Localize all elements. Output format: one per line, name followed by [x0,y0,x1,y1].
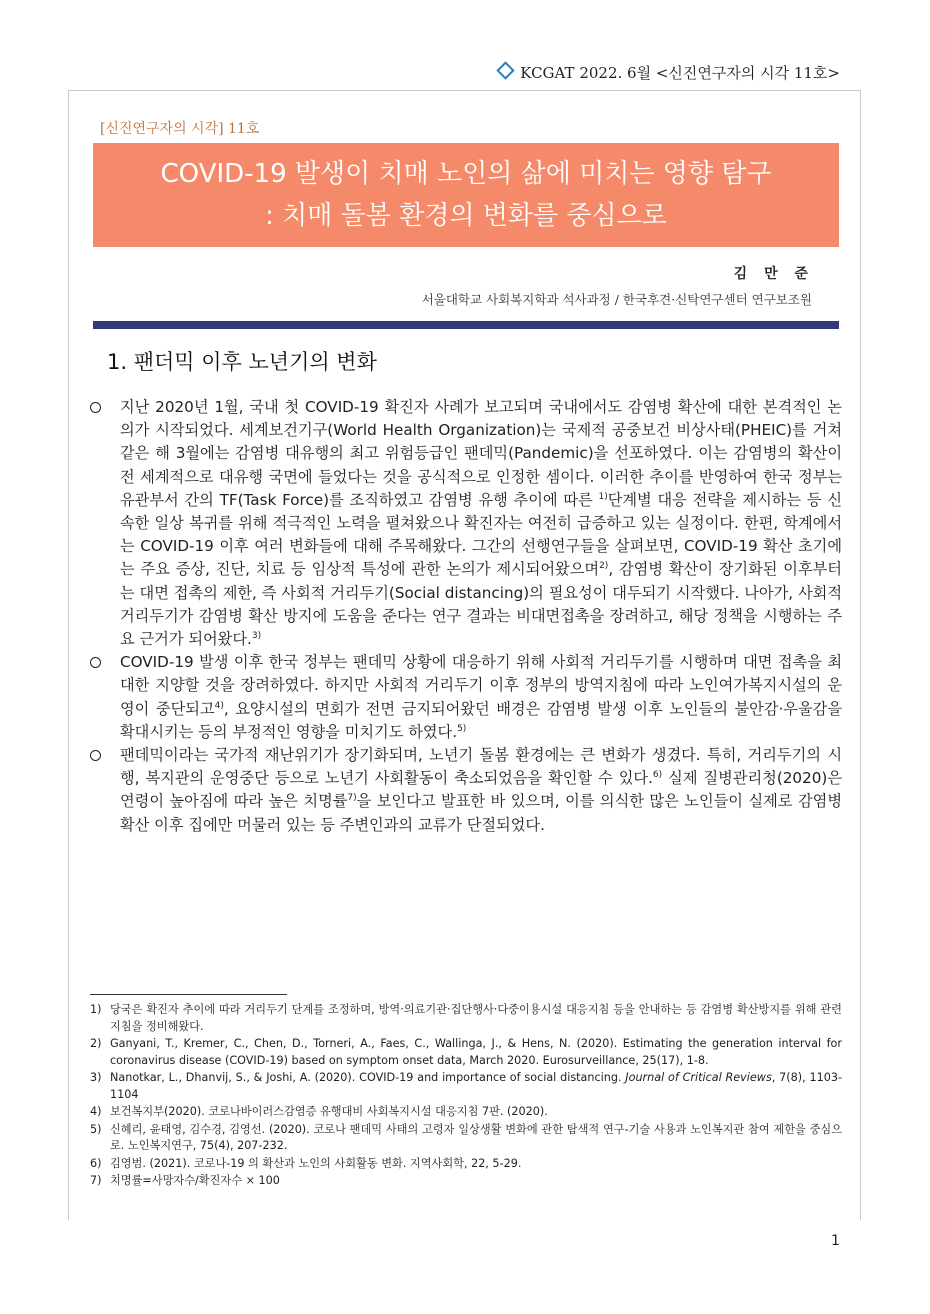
footnote-ref[interactable]: 4) [214,700,224,711]
footnote: 2) Ganyani, T., Kremer, C., Chen, D., Torneri, A., Faes, C., Wallinga, J., & Hens, N. (2020). Estimating the generation interval for coronavirus disease (COVID-19) based on symptom onset data, March 2020. Eurosurveillance, 25(17), 1-8. [90,1037,842,1067]
footnote: 3) Nanotkar, L., Dhanvij, S., & Joshi, A. (2020). COVID-19 and importance of social distancing. Journal of Critical Reviews, 7(8), 1103-1104 [90,1071,842,1101]
footnote: 5) 신혜리, 윤태영, 김수경, 김영선. (2020). 코로나 팬데믹 사태의 고령자 일상생활 변화에 관한 탐색적 연구-기술 사용과 노인복지관 참여 제한을 중심으로. 노인복지연구, 75(4), 207-232. [90,1122,842,1152]
title-line-2: : 치매 돌봄 환경의 변화를 중심으로 [265,201,667,231]
title-divider [93,321,839,329]
footnote-ref[interactable]: 7) [347,793,357,804]
page-number: 1 [831,1233,840,1249]
diamond-icon [497,61,515,79]
footnotes [90,1002,842,1191]
paragraph: COVID-19 발생 이후 한국 정부는 팬데믹 상황에 대응하기 위해 사회적 거리두기를 시행하며 대면 접촉을 최대한 지양할 것을 장려하였다. 하지만 사회적 거리두기 이후 정부의 방역지침에 따라 노인여가복지시설의 운영이 중단되고$^{4)}$, 요양시설의 면회가 전면 금지되어왔던 배경은 감염병 발생 이후 노인들의 불안감·우울감을 확대시키는 등의 부정적인 영향을 미치기도 하였다.$^{5)}$ [90,651,842,744]
footnote: 6) 김영범. (2021). 코로나-19 의 확산과 노인의 사회활동 변화. 지역사회학, 22, 5-29. [90,1156,522,1170]
footnote-ref[interactable]: 2) [599,561,609,572]
footnote-ref[interactable]: 5) [457,723,467,734]
footnote: 4) 보건복지부(2020). 코로나바이러스감염증 유행대비 사회복지시설 대응지침 7판. (2020). [90,1105,548,1118]
title-box [93,143,839,247]
footnote-ref[interactable]: 6) [652,770,663,781]
footnote-ref[interactable]: 1) [598,491,608,502]
author-name: 김 만 준 [733,266,814,282]
paragraph: 팬데믹이라는 국가적 재난위기가 장기화되며, 노년기 돌봄 환경에는 큰 변화가 생겼다. 특히, 거리두기의 시행, 복지관의 운영중단 등으로 노년기 사회활동이 축소되었음을 확인할 수 있다.$^{6)}$ 실제 질병관리청(2020)은 연령이 높아짐에 따라 높은 치명률$^{7)}$을 보인다고 발표한 바 있으며, 이를 의식한 많은 노인들이 실제로 감염병 확산 이후 집에만 머물러 있는 등 주변인과의 교류가 단절되었다. [90,744,842,837]
journal-title: Journal of Critical Reviews [625,1071,772,1084]
running-header [390,62,840,83]
header-text: KCGAT 2022. 6월 <신진연구자의 시각 11호> [520,64,840,82]
footnote-ref[interactable]: 3) [251,630,262,641]
circle-bullet-icon [90,744,108,756]
section-title: 1. 팬더믹 이후 노년기의 변화 [107,350,377,374]
title-line-1: COVID-19 발생이 치매 노인의 삶에 미치는 영향 탐구 [160,159,772,189]
body-text [90,396,842,837]
footnote: 1) 당국은 확진자 추이에 따라 거리두기 단계를 조정하며, 방역·의료기관·집단행사·다중이용시설 대응지침 등을 안내하는 등 감염병 확산방지를 위해 관련 지침을 정비해왔다. [90,1003,842,1033]
footnote-divider [90,994,287,995]
circle-bullet-icon [90,396,108,408]
circle-bullet-icon [90,651,108,663]
paragraph: 지난 2020년 1월, 국내 첫 COVID-19 확진자 사례가 보고되며 국내에서도 감염병 확산에 대한 본격적인 논의가 시작되었다. 세계보건기구(World Health Organization)는 국제적 공중보건 비상사태(PHEIC)를 거쳐 같은 해 3월에는 감염병 대유행의 최고 위험등급인 팬데믹(Pandemic)을 선포하였다. 이는 감염병의 확산이 전 세계적으로 대유행 국면에 들었다는 것을 공식적으로 인정한 셈이다. 이러한 추이를 반영하여 한국 정부는 유관부서 간의 TF(Task Force)를 조직하였고 감염병 유행 추이에 따른 $^{1)}$단계별 대응 전략을 제시하는 등 신속한 일상 복귀를 위해 적극적인 노력을 펼쳐왔으나 확진자는 여전히 급증하고 있는 실정이다. 한편, 학계에서는 COVID-19 이후 여러 변화들에 대해 주목해왔다. 그간의 선행연구들을 살펴보면, COVID-19 확산 초기에는 주요 증상, 진단, 치료 등 임상적 특성에 관한 논의가 제시되어왔으며$^{2)}$, 감염병 확산이 장기화된 이후부터는 대면 접촉의 제한, 즉 사회적 거리두기(Social distancing)의 필요성이 대두되기 시작했다. 나아가, 사회적 거리두기가 감염병 확산 방지에 도움을 준다는 연구 결과는 비대면접촉을 장려하고, 해당 정책을 시행하는 주요 근거가 되어왔다.$^{3)}$ [90,396,842,651]
series-label: [신진연구자의 시각] 11호 [100,121,260,137]
author-affiliation: 서울대학교 사회복지학과 석사과정 / 한국후견·신탁연구센터 연구보조원 [421,292,812,307]
footnote: 7) 치명률=사망자수/확진자수 × 100 [90,1174,280,1187]
